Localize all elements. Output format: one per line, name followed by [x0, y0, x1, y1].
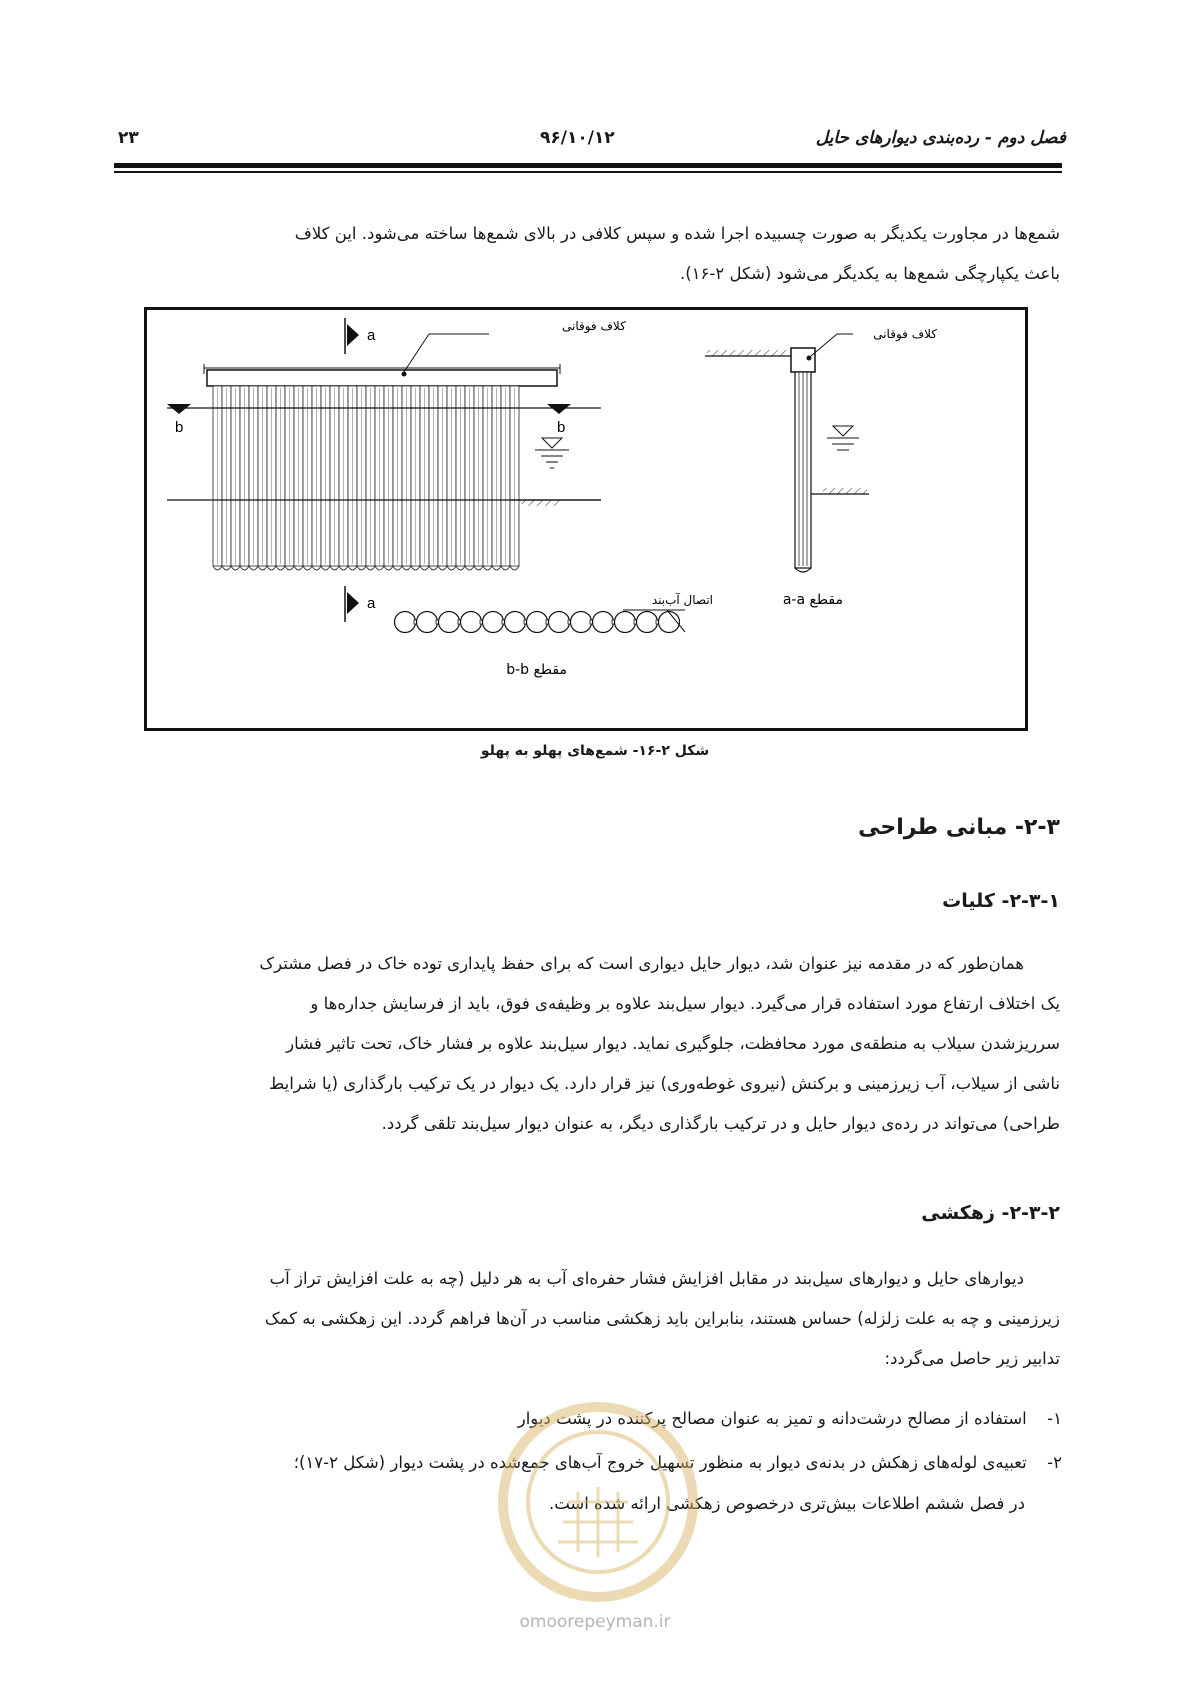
section-marker-b-left: [167, 404, 191, 414]
page-number: ۲۳: [118, 128, 139, 148]
header-rule-thin: [114, 171, 1062, 173]
section-bb-piles: [395, 612, 680, 633]
figure-caption: شکل ۲-۱۶- شمع‌های پهلو به پهلو: [480, 743, 710, 759]
label-cap-beam: کلاف فوقانی: [562, 319, 626, 333]
pile-circle: [615, 612, 636, 633]
header-rule: [114, 163, 1062, 168]
text-line: دیوارهای حایل و دیوارهای سیل‌بند در مقابل افزایش فشار حفره‌ای آب به هر دلیل (چه به علت افزایش تراز آب: [269, 1269, 1024, 1288]
document-date: ۹۶/۱۰/۱۲: [540, 128, 615, 148]
section-marker-a-top: [347, 324, 359, 346]
chapter-title: فصل دوم - رده‌بندی دیوارهای حایل: [815, 128, 1066, 148]
marker-b-right-label: b: [557, 419, 566, 436]
list-number: ۲-: [1047, 1453, 1062, 1472]
section-marker-b-right: [547, 404, 571, 414]
pile-circle: [461, 612, 482, 633]
text-line: یک اختلاف ارتفاع مورد استفاده قرار می‌گیرد. دیوار سیل‌بند علاوه بر وظیفه‌ی فوق، باید از فرسایش جداره‌ها و: [310, 994, 1060, 1013]
intro-paragraph: [115, 214, 1060, 294]
label-section-bb: مقطع b-b: [506, 662, 567, 678]
marker-a-top-label: a: [367, 327, 376, 344]
section-aa: [705, 334, 869, 572]
label-section-aa: مقطع a-a: [782, 592, 843, 608]
text-line: باعث یکپارچگی شمع‌ها به یکدیگر می‌شود (شکل ۲-۱۶).: [679, 264, 1060, 283]
pile-group: [213, 386, 519, 566]
pile-circle: [593, 612, 614, 633]
pile-circle: [439, 612, 460, 633]
text-line: سرریزشدن سیلاب به منطقه‌ی مورد محافظت، جلوگیری نماید. دیوار سیل‌بند علاوه بر فشار خاک، تحت تاثیر فشار: [286, 1034, 1060, 1053]
pile-circle: [395, 612, 416, 633]
pile-circle: [527, 612, 548, 633]
figure-contiguous-piles: [144, 307, 1028, 731]
pile-circle: [571, 612, 592, 633]
label-cap-beam-section: کلاف فوقانی: [873, 327, 937, 341]
watermark-seal-icon: [483, 1392, 713, 1612]
paragraph-generalities: [115, 944, 1060, 1144]
cap-beam: [207, 370, 557, 386]
figure-drawing: [147, 310, 1025, 728]
list-text: در فصل ششم اطلاعات بیش‌تری درخصوص زهکشی ارائه شده است.: [548, 1494, 1025, 1513]
pile-circle: [549, 612, 570, 633]
water-table-symbol: [535, 438, 569, 468]
text-line: شمع‌ها در مجاورت یکدیگر به صورت چسبیده اجرا شده و سپس کلافی در بالای شمع‌ها ساخته می‌شود. این کلاف: [294, 224, 1060, 243]
text-line: ناشی از سیلاب، آب زیرزمینی و برکنش (نیروی غوطه‌وری) نیز قرار دارد. یک دیوار در یک ترکیب بارگذاری (یا شرایط: [268, 1074, 1060, 1093]
section-heading: ۲-۳- مبانی طراحی: [858, 815, 1060, 840]
text-line: زیرزمینی و چه به علت زلزله) حساس هستند، بنابراین باید زهکشی مناسب در آن‌ها فراهم گردد. این زهکشی به کمک: [264, 1309, 1060, 1328]
list-number: ۱-: [1047, 1409, 1062, 1428]
list-text: استفاده از مصالح درشت‌دانه و تمیز به عنوان مصالح پرکننده در پشت دیوار: [517, 1409, 1027, 1428]
text-line: همان‌طور که در مقدمه نیز عنوان شد، دیوار حایل دیواری است که برای حفظ پایداری توده خاک در فصل مشترک: [259, 954, 1024, 973]
subsection-heading-drainage: ۲-۳-۲- زهکشی: [921, 1202, 1060, 1224]
label-waterstop: اتصال آب‌بند: [651, 593, 713, 607]
marker-b-left-label: b: [175, 419, 184, 436]
list-text: تعبیه‌ی لوله‌های زهکش در بدنه‌ی دیوار به منظور تسهیل خروج آب‌های جمع‌شده در پشت دیوار (شکل ۲-۱۷)؛: [293, 1453, 1027, 1472]
subsection-heading-generalities: ۲-۳-۱- کلیات: [942, 890, 1060, 912]
ground-hatch: [522, 500, 562, 506]
pile-circle: [417, 612, 438, 633]
section-marker-a-bottom: [347, 592, 359, 614]
pile-circle: [483, 612, 504, 633]
text-line: تدابیر زیر حاصل می‌گردد:: [884, 1349, 1060, 1368]
pile-circle: [637, 612, 658, 633]
text-line: طراحی) می‌تواند در رده‌ی دیوار حایل و در ترکیب بارگذاری دیگر، به عنوان دیوار سیل‌بند تلقی گردد.: [381, 1114, 1060, 1133]
pile-circle: [505, 612, 526, 633]
paragraph-drainage: [115, 1259, 1060, 1379]
watermark-site: omoorepeyman.ir: [519, 1612, 671, 1632]
marker-a-bottom-label: a: [367, 595, 376, 612]
